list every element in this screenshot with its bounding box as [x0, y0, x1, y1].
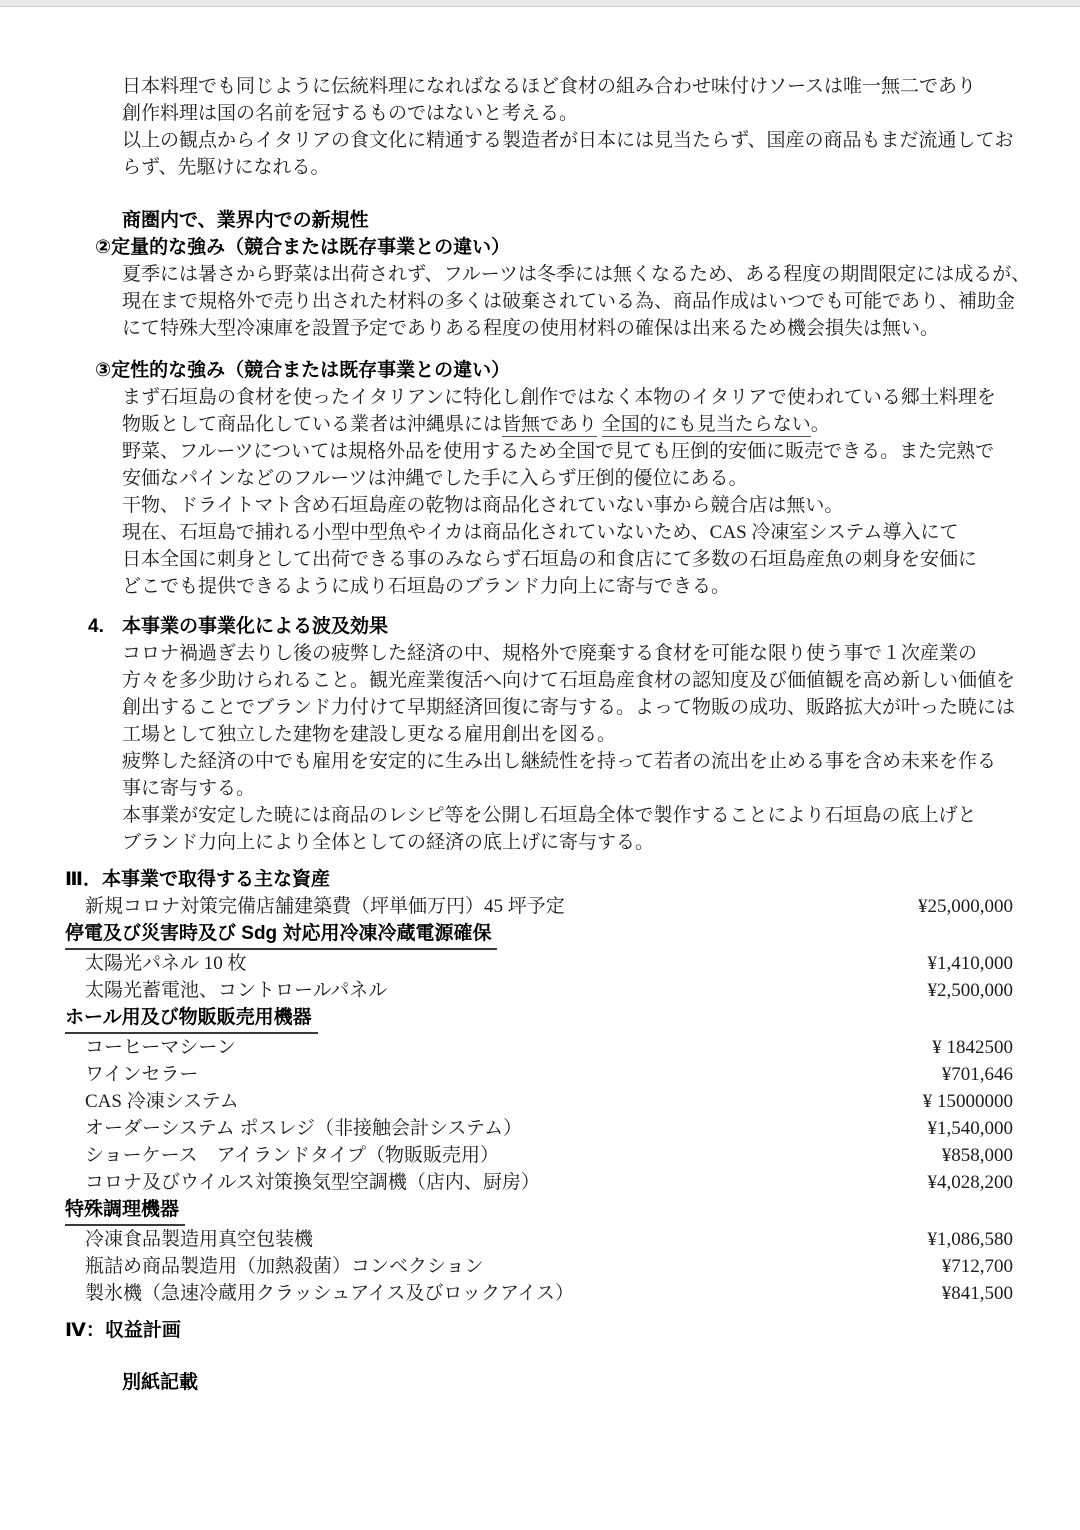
assets-heading: Ⅲ．本事業で取得する主な資産	[65, 869, 330, 890]
document-content	[0, 7, 1080, 1396]
body-line: ブランド力向上により全体としての経済の底上げに寄与する。	[122, 832, 655, 853]
asset-row	[65, 1034, 1013, 1061]
intro-line: 創作料理は国の名前を冠するものではないと考える。	[122, 103, 579, 124]
section-heading: ②定量的な強み（競合または既存事業との違い）	[95, 237, 511, 258]
body-line: 本事業が安定した暁には商品のレシピ等を公開し石垣島全体で製作することにより石垣島の底上げと	[122, 805, 977, 826]
asset-row	[65, 1169, 1013, 1196]
asset-row	[65, 1061, 1013, 1088]
body-line: 工場として独立した建物を建設し更なる雇用創出を図る。	[122, 724, 617, 745]
asset-row	[65, 977, 1013, 1004]
body-line: 創出することでブランド力付けて早期経済回復に寄与する。よって物販の成功、販路拡大が叶った暁には	[122, 697, 1016, 718]
asset-label: 冷凍食品製造用真空包装機	[85, 1229, 314, 1250]
body-line: コロナ禍過ぎ去りし後の疲弊した経済の中、規格外で廃棄する食材を可能な限り使う事で１次産業の	[122, 643, 978, 664]
asset-label: CAS 冷凍システム	[85, 1091, 239, 1112]
asset-group-heading	[65, 1196, 1013, 1226]
body-line: 現在、石垣島で捕れる小型中型魚やイカは商品化されていないため、CAS 冷凍室システム導入にて	[122, 522, 959, 543]
asset-label: オーダーシステム ポスレジ（非接触会計システム）	[85, 1118, 523, 1139]
body-line: 方々を多少助けられること。観光産業復活へ向けて石垣島産食材の認知度及び価値観を高め新しい価値を	[122, 670, 1016, 691]
body-line: 干物、ドライトマト含め石垣島産の乾物は商品化されていない事から競合店は無い。	[122, 495, 844, 516]
body-line: 現在まで規格外で売り出された材料の多くは破棄されている為、商品作成はいつでも可能であり、補助金	[122, 291, 1016, 312]
body-line: どこでも提供できるように成り石垣島のブランド力向上に寄与できる。	[122, 576, 731, 597]
asset-group-heading-text: 停電及び災害時及び Sdg 対応用冷凍冷蔵電源確保	[65, 920, 497, 950]
asset-group-heading-text: ホール用及び物販販売用機器	[65, 1004, 318, 1034]
page-top-edge	[0, 0, 1080, 7]
revenue-note: 別紙記載	[122, 1372, 199, 1393]
asset-value: ¥4,028,200	[927, 1172, 1013, 1193]
asset-row	[65, 950, 1013, 977]
underlined-phrase: 全国的にも見当たらない	[601, 414, 811, 435]
asset-value: ¥841,500	[941, 1283, 1013, 1304]
asset-row	[65, 1115, 1013, 1142]
asset-value: ¥1,410,000	[927, 953, 1013, 974]
asset-value: ¥712,700	[941, 1256, 1013, 1277]
intro-paragraph	[65, 73, 1013, 181]
asset-value: ¥858,000	[941, 1145, 1013, 1166]
body-line: 安価なパインなどのフルーツは沖縄でした手に入らず圧倒的優位にある。	[122, 468, 748, 489]
asset-label: ワインセラー	[85, 1064, 199, 1085]
section-ripple-effects	[65, 613, 1016, 856]
intro-line: らず、先駆けになれる。	[122, 157, 330, 178]
body-line: まず石垣島の食材を使ったイタリアンに特化し創作ではなく本物のイタリアで使われている郷土料理を	[122, 387, 996, 408]
asset-row	[65, 1253, 1013, 1280]
asset-value: ¥1,540,000	[927, 1118, 1013, 1139]
asset-value: ¥ 15000000	[922, 1091, 1013, 1112]
asset-row	[65, 1280, 1013, 1307]
asset-label: コーヒーマシーン	[85, 1037, 236, 1058]
asset-label: 製氷機（急速冷蔵用クラッシュアイス及びロックアイス）	[85, 1283, 575, 1304]
intro-line: 以上の観点からイタリアの食文化に精通する製造者が日本には見当たらず、国産の商品もまだ流通してお	[122, 130, 1014, 151]
asset-row	[65, 1226, 1013, 1253]
body-line: にて特殊大型冷凍庫を設置予定でありある程度の使用材料の確保は出来るため機会損失は無い。	[122, 318, 940, 339]
asset-group-heading	[65, 920, 1013, 950]
section-title: 本事業の事業化による波及効果	[122, 616, 389, 637]
section-heading	[88, 613, 1013, 640]
body-line: 夏季には暑さから野菜は出荷されず、フルーツは冬季には無くなるため、ある程度の期間限定には成るが、	[122, 264, 1031, 285]
body-line: 事に寄与する。	[122, 778, 256, 799]
section-number: 4.	[88, 616, 104, 637]
asset-group-heading-text: 特殊調理機器	[65, 1196, 185, 1226]
text-segment: 物販として商品化している業者は沖縄県には	[122, 414, 503, 435]
intro-line: 日本料理でも同じように伝統料理になればなるほど食材の組み合わせ味付けソースは唯一無二であり	[122, 76, 977, 97]
body-line-with-underlines	[122, 411, 1013, 438]
asset-value: ¥1,086,580	[927, 1229, 1013, 1250]
body-line: 日本全国に刺身として出荷できる事のみならず石垣島の和食店にて多数の石垣島産魚の刺身を安価に	[122, 549, 978, 570]
section-qualitative-strengths	[65, 357, 1013, 600]
section-main-assets	[65, 866, 1013, 1307]
asset-value: ¥ 1842500	[932, 1037, 1013, 1058]
section-quantitative-strengths	[65, 207, 1031, 342]
section-heading: ③定性的な強み（競合または既存事業との違い）	[95, 360, 511, 381]
underlined-phrase: 皆無であり	[502, 414, 598, 435]
body-line: 疲弊した経済の中でも雇用を安定的に生み出し継続性を持って若者の流出を止める事を含め未来を作る	[122, 751, 997, 772]
text-segment: 。	[810, 414, 830, 435]
asset-value: ¥25,000,000	[918, 896, 1013, 917]
body-line: 野菜、フルーツについては規格外品を使用するため全国で見ても圧倒的安価に販売できる。また完熟で	[122, 441, 995, 462]
asset-label: 太陽光パネル 10 枚	[85, 953, 247, 974]
section-revenue-plan	[65, 1317, 1013, 1396]
asset-row	[65, 1088, 1013, 1115]
section-subtitle: 商圏内で、業界内での新規性	[122, 210, 369, 231]
asset-row	[65, 1142, 1013, 1169]
asset-label: 太陽光蓄電池、コントロールパネル	[85, 980, 388, 1001]
asset-label: コロナ及びウイルス対策換気型空調機（店内、厨房）	[85, 1172, 540, 1193]
revenue-heading: Ⅳ：収益計画	[65, 1320, 181, 1341]
asset-row	[65, 893, 1013, 920]
asset-label: 新規コロナ対策完備店舗建築費（坪単価万円）45 坪予定	[85, 896, 565, 917]
asset-value: ¥701,646	[941, 1064, 1013, 1085]
asset-value: ¥2,500,000	[927, 980, 1013, 1001]
asset-group-heading	[65, 1004, 1013, 1034]
asset-label: 瓶詰め商品製造用（加熱殺菌）コンベクション	[85, 1256, 484, 1277]
asset-label: ショーケース アイランドタイプ（物販販売用）	[85, 1145, 500, 1166]
